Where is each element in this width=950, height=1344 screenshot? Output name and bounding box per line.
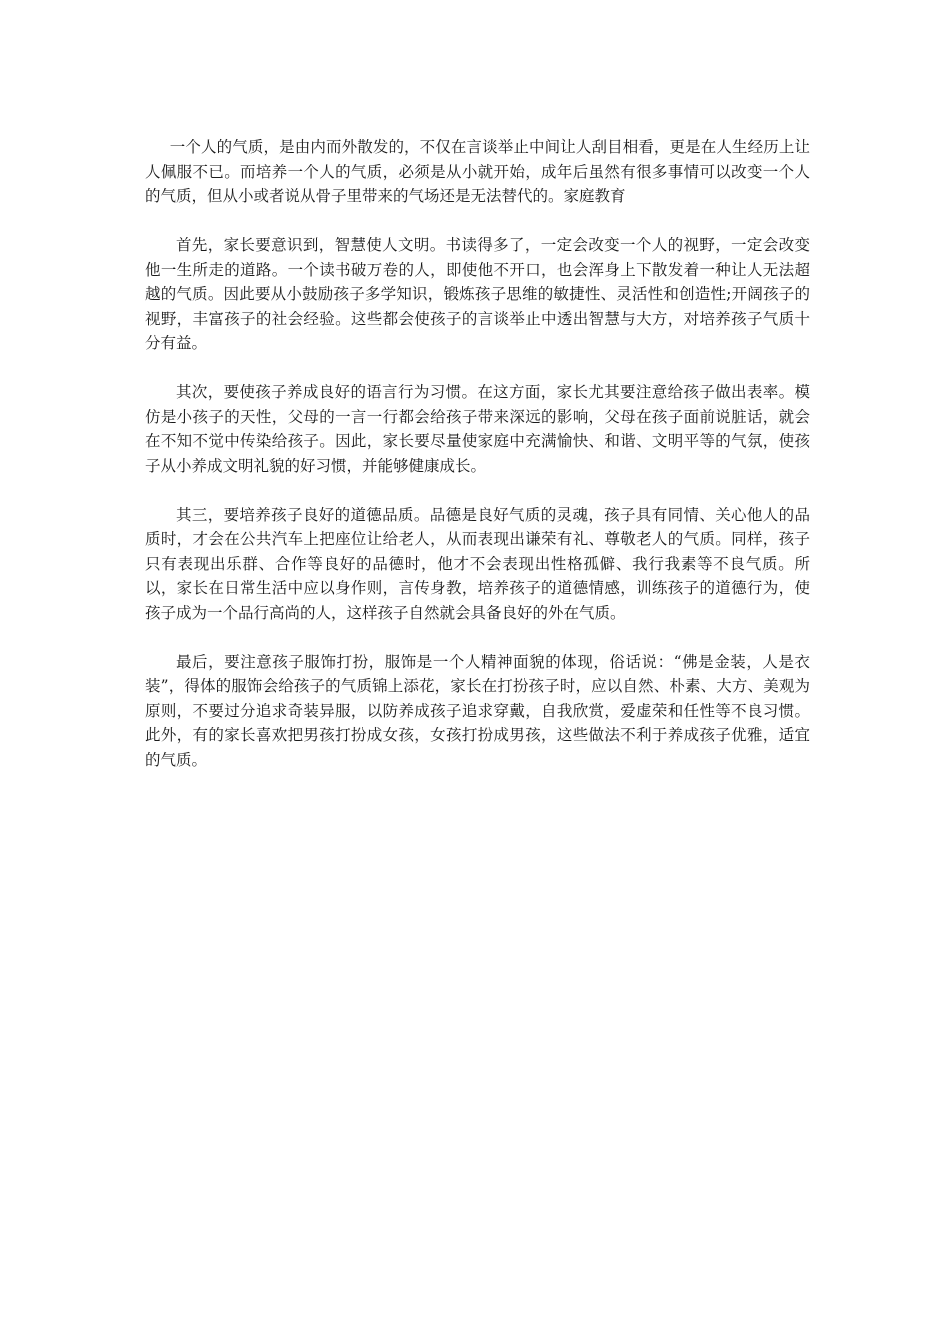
paragraph-first-point: 首先，家长要意识到，智慧使人文明。书读得多了，一定会改变一个人的视野，一定会改变他一生所走的道路。一个读书破万卷的人，即使他不开口，也会浑身上下散发着一种让人无法超越的气质。因此要从小鼓励孩子多学知识，锻炼孩子思维的敏捷性、灵活性和创造性;开阔孩子的视野，丰富孩子的社会经验。这些都会使孩子的言谈举止中透出智慧与大方，对培养孩子气质十分有益。	[145, 236, 810, 352]
paragraph-intro: 一个人的气质，是由内而外散发的，不仅在言谈举止中间让人刮目相看，更是在人生经历上让人佩服不已。而培养一个人的气质，必须是从小就开始，成年后虽然有很多事情可以改变一个人的气质，但从小或者说从骨子里带来的气场还是无法替代的。家庭教育	[145, 138, 810, 205]
paragraph-second-point: 其次，要使孩子养成良好的语言行为习惯。在这方面，家长尤其要注意给孩子做出表率。模仿是小孩子的天性，父母的一言一行都会给孩子带来深远的影响，父母在孩子面前说脏话，就会在不知不觉中传染给孩子。因此，家长要尽量使家庭中充满愉快、和谐、文明平等的气氛，使孩子从小养成文明礼貌的好习惯，并能够健康成长。	[145, 383, 810, 475]
paragraph-final-point: 最后，要注意孩子服饰打扮，服饰是一个人精神面貌的体现，俗话说：“佛是金装，人是衣装”，得体的服饰会给孩子的气质锦上添花，家长在打扮孩子时，应以自然、朴素、大方、美观为原则，不要过分追求奇装异服，以防养成孩子追求穿戴，自我欣赏，爱虚荣和任性等不良习惯。此外，有的家长喜欢把男孩打扮成女孩，女孩打扮成男孩，这些做法不利于养成孩子优雅，适宜的气质。	[145, 652, 810, 769]
paragraph-third-point: 其三，要培养孩子良好的道德品质。品德是良好气质的灵魂，孩子具有同情、关心他人的品质时，才会在公共汽车上把座位让给老人，从而表现出谦荣有礼、尊敬老人的气质。同样，孩子只有表现出乐群、合作等良好的品德时，他才不会表现出性格孤僻、我行我素等不良气质。所以，家长在日常生活中应以身作则，言传身教，培养孩子的道德情感，训练孩子的道德行为，使孩子成为一个品行高尚的人，这样孩子自然就会具备良好的外在气质。	[145, 505, 810, 622]
document-body	[145, 135, 810, 797]
